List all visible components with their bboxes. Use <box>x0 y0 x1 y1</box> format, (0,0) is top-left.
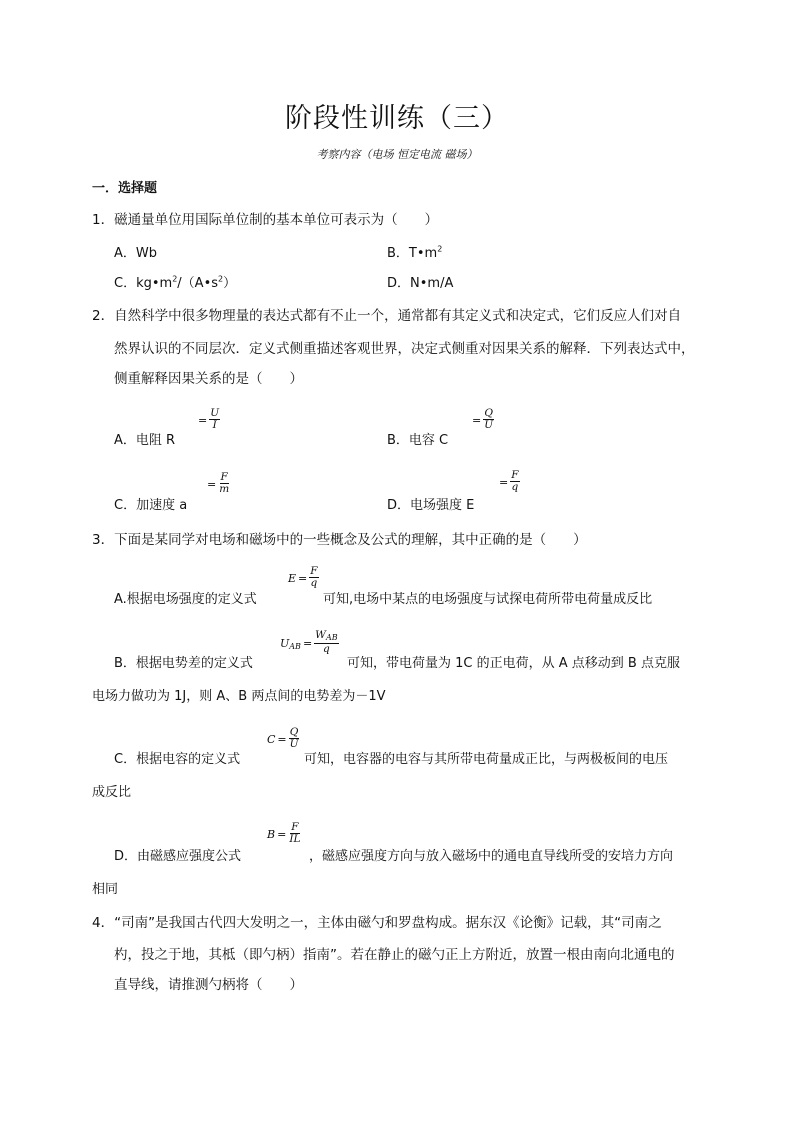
denominator: q <box>511 481 519 493</box>
question-3-option-b-prefix: B．根据电势差的定义式 <box>114 656 253 671</box>
option-c-text: C．kg•m <box>114 276 173 291</box>
option-c-text-2: /（A•s <box>177 276 219 291</box>
numerator: Q <box>289 726 299 738</box>
question-2-option-c-formula <box>205 472 230 495</box>
question-2-option-b: B．电容 C <box>387 433 449 448</box>
denominator: I <box>212 419 217 431</box>
question-3-stem: 3．下面是某同学对电场和磁场中的一些概念及公式的理解，其中正确的是（ ） <box>92 532 587 548</box>
question-3-option-a-prefix: A.根据电场强度的定义式 <box>114 592 257 607</box>
equals-sign: = <box>472 414 482 427</box>
denominator: IL <box>289 833 301 845</box>
question-2-option-b-formula <box>470 408 494 431</box>
numerator-symbol: W <box>315 629 326 641</box>
question-2-option-d-formula <box>497 470 520 493</box>
question-3-option-c-formula <box>267 727 300 750</box>
question-2-option-a-formula <box>196 408 220 431</box>
formula-lhs: C <box>267 733 276 746</box>
question-2-option-d: D．电场强度 E <box>387 498 475 513</box>
question-3-option-c-prefix: C．根据电容的定义式 <box>114 752 241 767</box>
option-c-text-3: ） <box>223 276 237 291</box>
formula-lhs: B <box>267 828 276 841</box>
question-2-line-2: 然界认识的不同层次．定义式侧重描述客观世界，决定式侧重对因果关系的解释．下列表达式中， <box>114 341 695 357</box>
option-b-text: B．T•m <box>387 246 438 261</box>
equals-sign: = <box>207 478 217 491</box>
question-3-option-b-line-2: 电场力做功为 1J，则 A、B 两点间的电势差为－1V <box>92 689 386 704</box>
numerator: U <box>210 407 220 419</box>
question-2-line-1: 2．自然科学中很多物理量的表达式都有不止一个，通常都有其定义式和决定式，它们反应人们对自 <box>92 308 682 324</box>
question-2-option-a: A．电阻 R <box>114 433 176 448</box>
numerator-subscript: AB <box>325 633 338 642</box>
fraction <box>510 470 519 493</box>
denominator: U <box>484 419 494 431</box>
equals-sign: = <box>298 572 308 585</box>
denominator: m <box>219 483 230 495</box>
fraction <box>309 566 318 589</box>
numerator <box>314 630 338 644</box>
equals-sign: = <box>277 733 287 746</box>
fraction <box>209 408 220 431</box>
equals-sign: = <box>277 828 287 841</box>
question-3-option-b-formula <box>280 630 339 655</box>
question-3-option-b-text: 可知，带电荷量为 1C 的正电荷，从 A 点移动到 B 点克服 <box>347 656 680 671</box>
fraction <box>288 822 301 845</box>
page-subtitle: 考察内容（电场 恒定电流 磁场） <box>316 148 478 161</box>
question-1-option-d: D．N•m/A <box>387 276 454 291</box>
page-title: 阶段性训练（三） <box>285 103 509 134</box>
question-3-option-a-text: 可知,电场中某点的电场强度与试探电荷所带电荷量成反比 <box>323 592 653 607</box>
superscript: 2 <box>172 274 178 284</box>
question-3-option-c-line-2: 成反比 <box>92 785 132 800</box>
lhs-symbol: U <box>280 637 290 650</box>
question-4-line-1: 4．“司南”是我国古代四大发明之一，主体由磁勺和罗盘构成。据东汉《论衡》记载，其“司南之 <box>92 915 662 931</box>
fraction <box>218 472 230 495</box>
question-4-line-3: 直导线，请推测勺柄将（ ） <box>114 977 303 993</box>
superscript-2: 2 <box>218 274 224 284</box>
numerator: F <box>291 821 299 833</box>
numerator: F <box>220 471 228 483</box>
question-1-option-a: A．Wb <box>114 246 157 261</box>
fraction <box>314 630 338 655</box>
equals-sign: = <box>302 637 313 650</box>
fraction <box>483 408 494 431</box>
fraction <box>289 727 300 750</box>
section-heading: 一．选择题 <box>92 181 158 196</box>
question-3-option-a-formula <box>288 566 319 589</box>
denominator: U <box>289 738 299 750</box>
formula-lhs <box>280 637 301 650</box>
denominator: q <box>323 643 330 655</box>
question-4-line-2: 杓，投之于地，其柢（即勺柄）指南”。若在静止的磁勺正上方附近，放置一根由南向北通电的 <box>114 947 675 963</box>
question-1-stem: 1．磁通量单位用国际单位制的基本单位可表示为（ ） <box>92 212 439 228</box>
equals-sign: = <box>499 476 509 489</box>
numerator: F <box>310 565 318 577</box>
numerator: Q <box>484 407 493 419</box>
question-3-option-d-prefix: D．由磁感应强度公式 <box>114 849 242 864</box>
numerator: F <box>511 469 519 481</box>
question-3-option-c-text: 可知，电容器的电容与其所带电荷量成正比，与两极板间的电压 <box>304 752 669 767</box>
question-3-option-d-text: ，磁感应强度方向与放入磁场中的通电直导线所受的安培力方向 <box>309 849 674 864</box>
question-2-line-3: 侧重解释因果关系的是（ ） <box>114 371 303 387</box>
question-2-option-c: C．加速度 a <box>114 498 188 513</box>
equals-sign: = <box>198 414 208 427</box>
superscript: 2 <box>437 244 443 254</box>
question-3-option-d-line-2: 相同 <box>92 882 119 897</box>
question-1-option-c <box>114 272 236 291</box>
question-1-option-b <box>387 242 442 261</box>
question-3-option-d-formula <box>267 822 301 845</box>
formula-lhs: E <box>288 572 297 585</box>
denominator: q <box>310 577 318 589</box>
lhs-subscript: AB <box>289 642 301 651</box>
